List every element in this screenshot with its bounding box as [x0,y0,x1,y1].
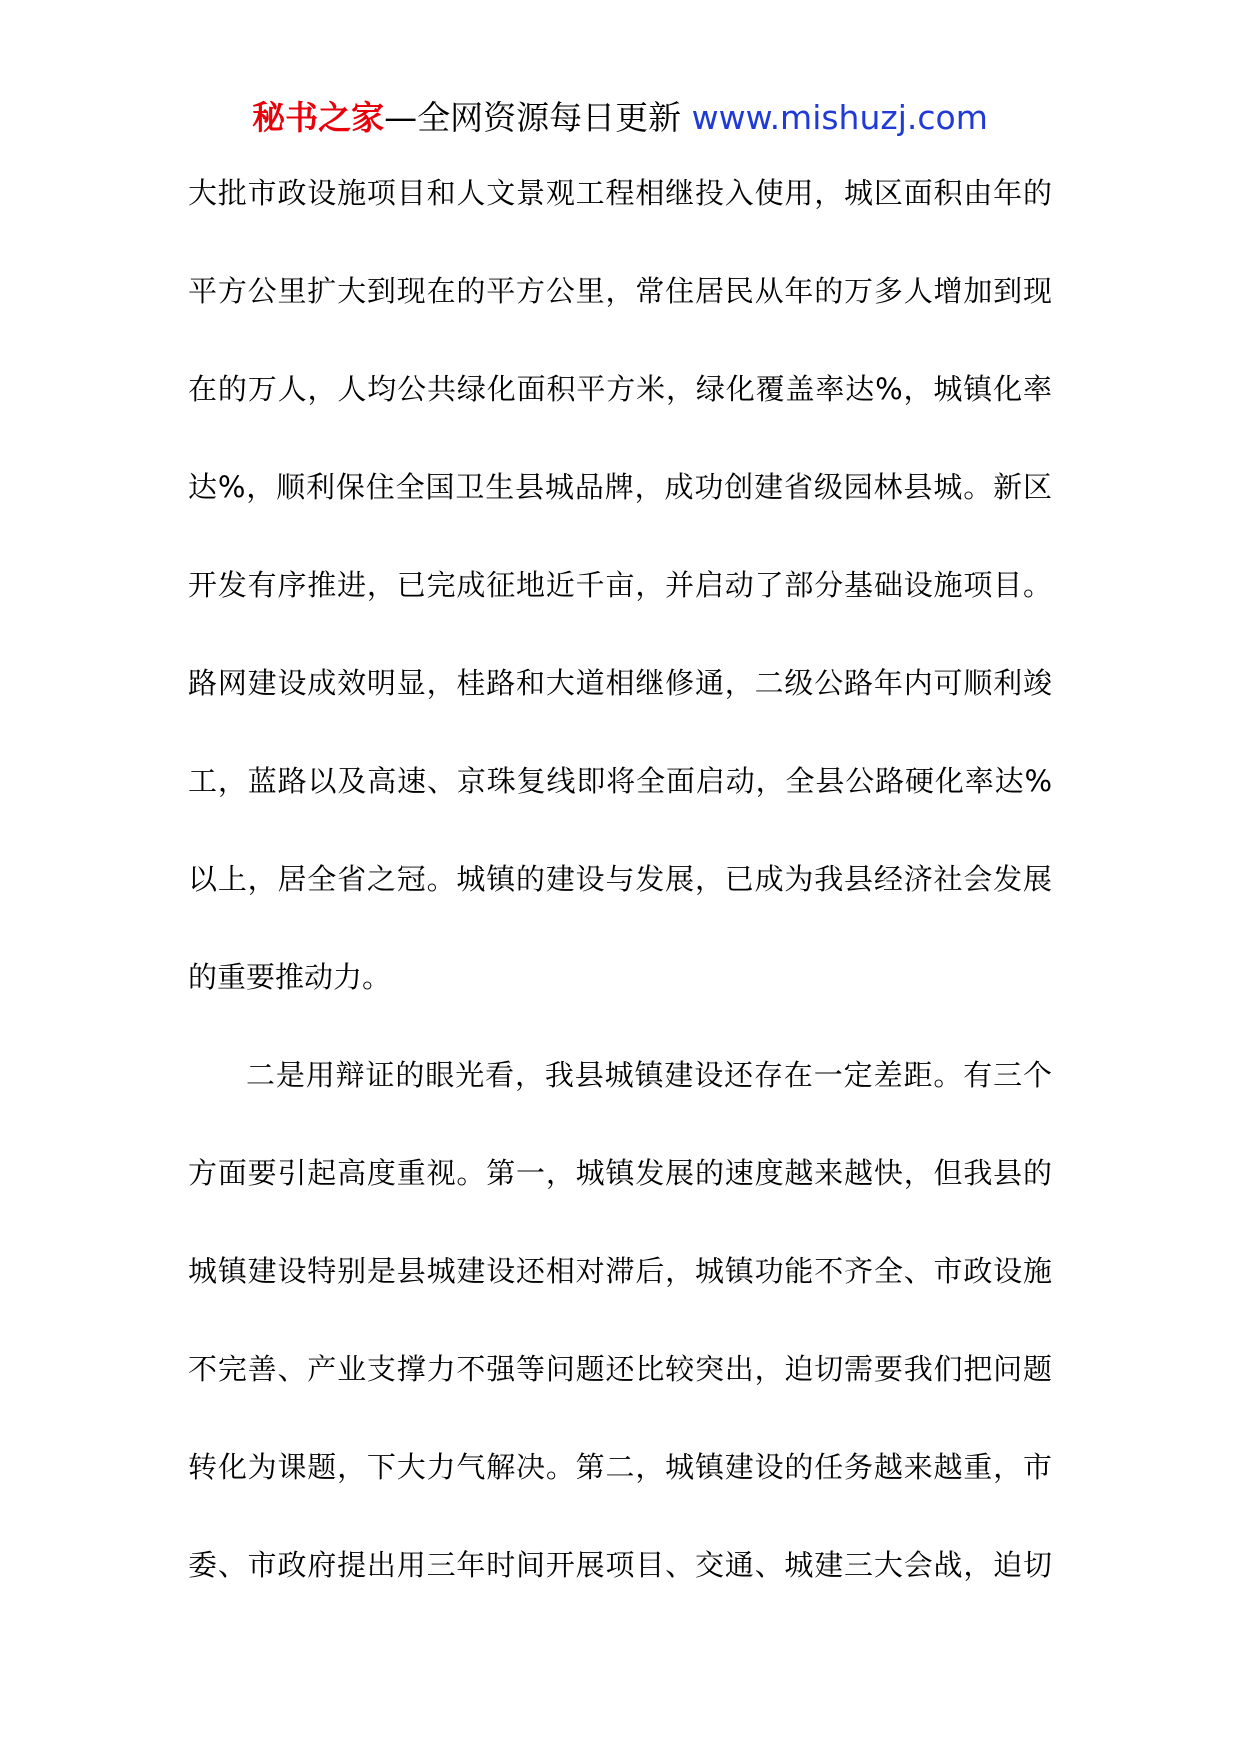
paragraph-first-line: 二是用辩证的眼光看，我县城镇建设还存在一定差距。有三个 [246,1058,1052,1092]
text-line: 方面要引起高度重视。第一，城镇发展的速度越来越快，但我县的 [188,1156,1052,1190]
text-line: 委、市政府提出用三年时间开展项目、交通、城建三大会战，迫切 [188,1548,1052,1582]
text-line: 开发有序推进，已完成征地近千亩，并启动了部分基础设施项目。 [188,568,1052,602]
text-line: 不完善、产业支撑力不强等问题还比较突出，迫切需要我们把问题 [188,1352,1052,1386]
text-line: 转化为课题，下大力气解决。第二，城镇建设的任务越来越重，市 [188,1450,1052,1484]
text-line: 工，蓝路以及高速、京珠复线即将全面启动，全县公路硬化率达% [188,764,1052,798]
text-line: 达%，顺利保住全国卫生县城品牌，成功创建省级园林县城。新区 [188,470,1052,504]
text-line: 在的万人，人均公共绿化面积平方米，绿化覆盖率达%，城镇化率 [188,372,1052,406]
text-line: 以上，居全省之冠。城镇的建设与发展，已成为我县经济社会发展 [188,862,1052,896]
text-line: 城镇建设特别是县城建设还相对滞后，城镇功能不齐全、市政设施 [188,1254,1052,1288]
site-url-link[interactable]: www.mishuzj.com [691,98,988,137]
text-line: 平方公里扩大到现在的平方公里，常住居民从年的万多人增加到现 [188,274,1052,308]
page-header [0,96,1240,140]
site-brand: 秘书之家 [252,98,385,137]
text-line: 路网建设成效明显，桂路和大道相继修通，二级公路年内可顺利竣 [188,666,1052,700]
site-tagline: —全网资源每日更新 [384,98,692,137]
text-line: 大批市政设施项目和人文景观工程相继投入使用，城区面积由年的 [188,176,1052,210]
document-body [188,163,1052,1633]
text-line: 的重要推动力。 [188,960,392,994]
